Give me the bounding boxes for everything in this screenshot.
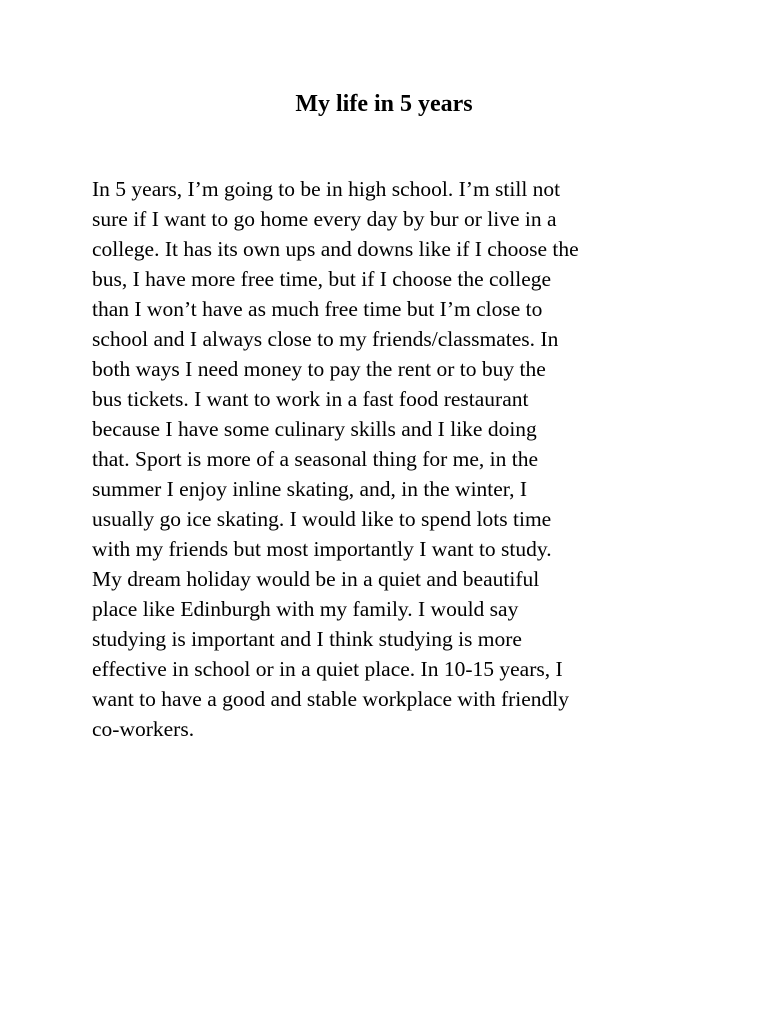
essay-line: want to have a good and stable workplace with friendly <box>92 687 570 711</box>
essay-line: My dream holiday would be in a quiet and beautiful <box>92 567 540 591</box>
essay-body <box>92 174 692 744</box>
essay-line: co-workers. <box>92 717 195 741</box>
essay-line: college. It has its own ups and downs like if I choose the <box>92 237 579 261</box>
essay-line: school and I always close to my friends/classmates. In <box>92 327 559 351</box>
essay-line: studying is important and I think studying is more <box>92 627 522 651</box>
essay-line: with my friends but most importantly I want to study. <box>92 537 552 561</box>
document-title: My life in 5 years <box>295 91 473 117</box>
essay-line: because I have some culinary skills and I like doing <box>92 417 537 441</box>
essay-line: usually go ice skating. I would like to spend lots time <box>92 507 552 531</box>
essay-line: than I won’t have as much free time but I’m close to <box>92 297 543 321</box>
essay-line: bus, I have more free time, but if I choose the college <box>92 267 552 291</box>
essay-line: summer I enjoy inline skating, and, in the winter, I <box>92 477 528 501</box>
essay-line: that. Sport is more of a seasonal thing for me, in the <box>92 447 539 471</box>
essay-line: bus tickets. I want to work in a fast food restaurant <box>92 387 529 411</box>
essay-line: effective in school or in a quiet place. In 10-15 years, I <box>92 657 563 681</box>
essay-line: sure if I want to go home every day by bur or live in a <box>92 207 557 231</box>
essay-line: In 5 years, I’m going to be in high school. I’m still not <box>92 177 561 201</box>
essay-line: place like Edinburgh with my family. I would say <box>92 597 519 621</box>
essay-line: both ways I need money to pay the rent or to buy the <box>92 357 546 381</box>
